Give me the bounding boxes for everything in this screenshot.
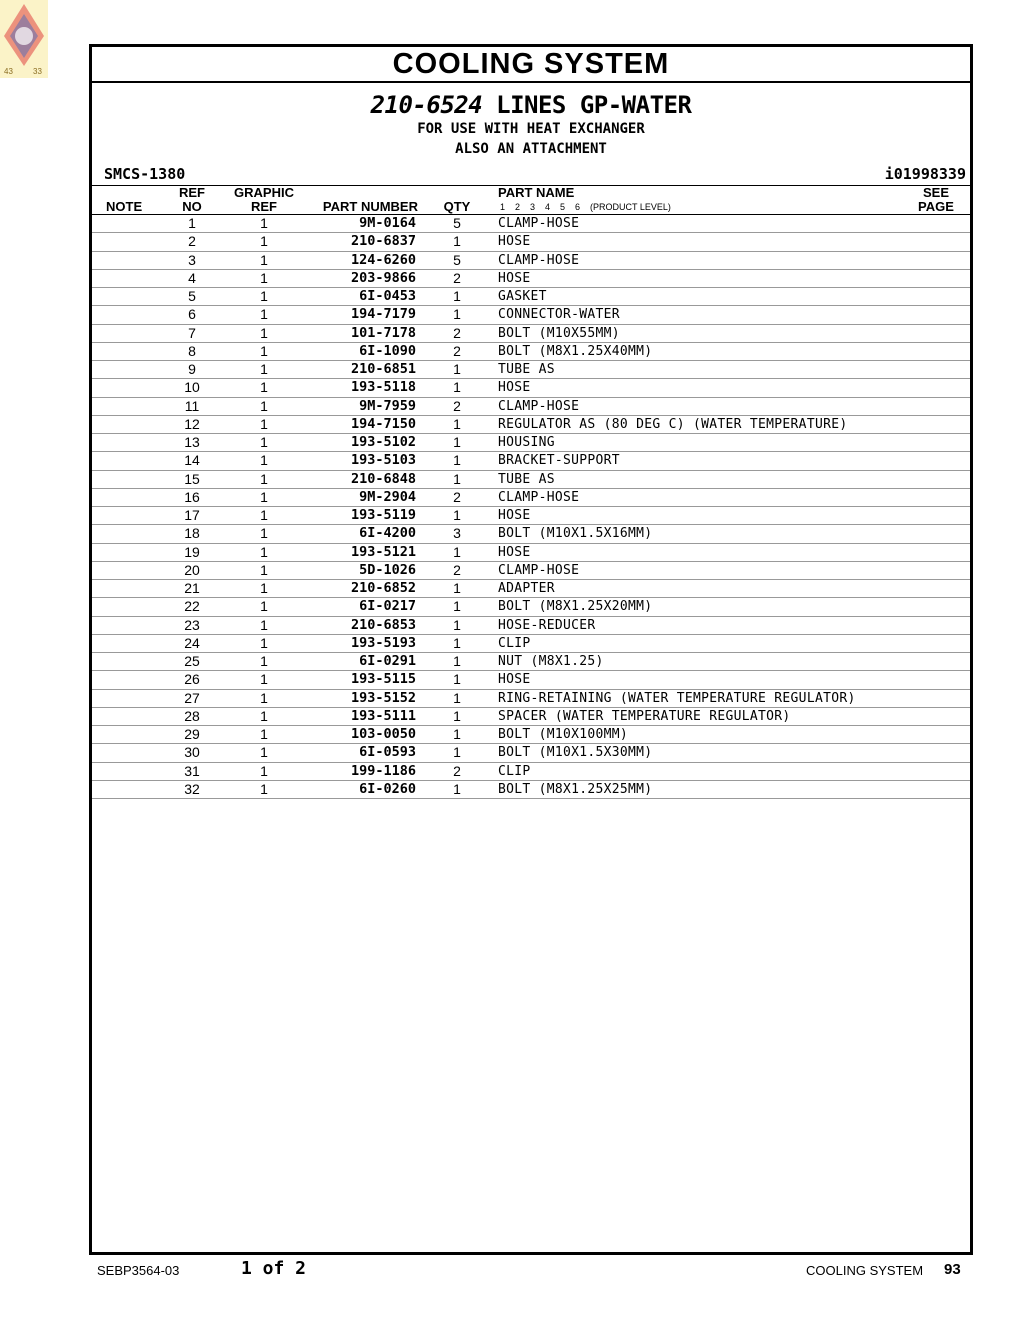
quantity: 5 <box>453 215 461 231</box>
quantity: 1 <box>453 689 461 706</box>
ref-no: 15 <box>184 470 200 487</box>
footer-page-of: 1 of 2 <box>241 1258 307 1279</box>
graphic-ref: 1 <box>260 762 268 779</box>
graphic-ref: 1 <box>260 251 268 268</box>
table-row <box>92 288 970 306</box>
ref-no: 29 <box>184 726 200 742</box>
parts-page-frame <box>89 44 973 1255</box>
ref-no: 8 <box>188 342 196 359</box>
part-name: CONNECTOR-WATER <box>498 307 620 323</box>
parts-table <box>92 215 970 799</box>
part-name: ADAPTER <box>498 581 555 596</box>
graphic-ref: 1 <box>260 379 268 396</box>
part-number: 9M-0164 <box>359 215 416 231</box>
ref-no: 14 <box>184 452 200 469</box>
table-row <box>92 617 970 635</box>
part-number: 9M-7959 <box>359 397 416 414</box>
ref-no: 16 <box>184 488 200 505</box>
graphic-ref: 1 <box>260 306 268 323</box>
part-number: 203-9866 <box>350 269 416 286</box>
graphic-ref: 1 <box>260 525 268 542</box>
part-name: BOLT (M10X1.5X16MM) <box>498 526 653 542</box>
graphic-ref: 1 <box>260 233 268 250</box>
ref-no: 24 <box>184 634 200 651</box>
part-name: RING-RETAINING (WATER TEMPERATURE REGULATOR) <box>498 690 856 706</box>
part-name: REGULATOR AS (80 DEG C) (WATER TEMPERATURE) <box>498 416 848 432</box>
table-row <box>92 671 970 689</box>
part-number: 210-6848 <box>350 470 416 487</box>
ref-no: 1 <box>188 215 196 231</box>
graphic-ref: 1 <box>260 324 268 341</box>
graphic-ref: 1 <box>260 488 268 505</box>
quantity: 1 <box>453 379 461 396</box>
quantity: 1 <box>453 707 461 724</box>
table-row <box>92 562 970 580</box>
quantity: 1 <box>453 452 461 469</box>
table-row <box>92 708 970 726</box>
table-row <box>92 489 970 507</box>
ref-no: 9 <box>188 361 196 377</box>
header-part-number: PART NUMBER <box>322 199 418 214</box>
ref-no: 25 <box>184 653 200 669</box>
header-ref-bottom: NO <box>182 199 202 214</box>
part-name: CLAMP-HOSE <box>498 489 580 505</box>
part-number: 193-5115 <box>350 671 416 688</box>
document-id: i01998339 <box>884 165 966 183</box>
header-product-level: 1 2 3 4 5 6 (PRODUCT LEVEL) <box>500 202 671 212</box>
table-row <box>92 379 970 397</box>
quantity: 1 <box>453 288 461 304</box>
part-number: 5D-1026 <box>359 561 416 578</box>
ref-no: 7 <box>188 324 196 341</box>
table-row <box>92 416 970 434</box>
header-graphic-top: GRAPHIC <box>234 185 294 200</box>
table-row <box>92 398 970 416</box>
part-number: 193-5152 <box>350 689 416 706</box>
part-name: CLIP <box>498 763 531 779</box>
table-row <box>92 434 970 452</box>
ref-no: 23 <box>184 616 200 633</box>
header-see-bottom: PAGE <box>918 199 954 214</box>
graphic-ref: 1 <box>260 434 268 450</box>
graphic-ref: 1 <box>260 342 268 359</box>
table-row <box>92 653 970 671</box>
graphic-ref: 1 <box>260 288 268 304</box>
graphic-ref: 1 <box>260 470 268 487</box>
ref-no: 11 <box>184 397 200 414</box>
graphic-ref: 1 <box>260 361 268 377</box>
table-row <box>92 325 970 343</box>
table-row <box>92 544 970 562</box>
ref-no: 10 <box>184 379 200 396</box>
table-row <box>92 215 970 233</box>
table-row <box>92 233 970 251</box>
quantity: 1 <box>453 580 461 596</box>
quantity: 2 <box>453 488 461 505</box>
part-name: TUBE AS <box>498 362 555 377</box>
part-name: BOLT (M10X1.5X30MM) <box>498 745 653 761</box>
ref-no: 22 <box>184 598 200 615</box>
ref-no: 17 <box>184 507 200 523</box>
table-row <box>92 580 970 598</box>
part-number: 194-7150 <box>350 415 416 432</box>
graphic-ref: 1 <box>260 269 268 286</box>
ref-no: 19 <box>184 543 200 560</box>
ref-no: 13 <box>184 434 200 450</box>
usage-note: FOR USE WITH HEAT EXCHANGER <box>417 121 645 137</box>
part-name: HOSE <box>498 508 531 523</box>
part-number: 6I-1090 <box>359 342 416 359</box>
table-row <box>92 635 970 653</box>
quantity: 1 <box>453 653 461 669</box>
header-qty: QTY <box>443 199 471 214</box>
part-name: TUBE AS <box>498 471 555 487</box>
quantity: 1 <box>453 744 461 761</box>
table-row <box>92 252 970 270</box>
graphic-ref: 1 <box>260 616 268 633</box>
header-note: NOTE <box>106 199 143 214</box>
graphic-ref: 1 <box>260 561 268 578</box>
quantity: 1 <box>453 780 461 797</box>
part-number: 124-6260 <box>350 251 416 268</box>
table-row <box>92 744 970 762</box>
table-row <box>92 471 970 489</box>
part-number: 6I-0291 <box>359 653 416 669</box>
part-number: 101-7178 <box>350 324 416 341</box>
page-footer <box>0 1258 1020 1282</box>
graphic-ref: 1 <box>260 215 268 231</box>
header-part-name: PART NAME <box>498 185 575 200</box>
graphic-ref: 1 <box>260 653 268 669</box>
quantity: 1 <box>453 361 461 377</box>
quantity: 1 <box>453 470 461 487</box>
part-number: 210-6853 <box>350 616 416 633</box>
part-name: CLAMP-HOSE <box>498 216 580 231</box>
part-number: 6I-0593 <box>359 744 416 761</box>
group-name: LINES GP-WATER <box>496 91 692 119</box>
header-graphic-bottom: REF <box>251 199 277 214</box>
brand-logo <box>0 0 48 78</box>
ref-no: 2 <box>188 233 196 250</box>
graphic-ref: 1 <box>260 397 268 414</box>
quantity: 2 <box>453 269 461 286</box>
table-row <box>92 525 970 543</box>
graphic-ref: 1 <box>260 744 268 761</box>
table-row <box>92 781 970 799</box>
part-number: 193-5121 <box>350 543 416 560</box>
part-name: CLIP <box>498 635 531 651</box>
quantity: 2 <box>453 762 461 779</box>
part-number: 6I-4200 <box>359 525 416 542</box>
quantity: 1 <box>453 415 461 432</box>
quantity: 2 <box>453 324 461 341</box>
ref-no: 3 <box>188 251 196 268</box>
table-row <box>92 343 970 361</box>
quantity: 1 <box>453 598 461 615</box>
smcs-code: SMCS-1380 <box>104 165 186 183</box>
footer-page-number: 93 <box>944 1261 961 1278</box>
graphic-ref: 1 <box>260 415 268 432</box>
part-number: 193-5103 <box>350 452 416 469</box>
quantity: 2 <box>453 342 461 359</box>
part-name: BOLT (M10X100MM) <box>498 727 629 742</box>
quantity: 3 <box>453 525 461 542</box>
table-header <box>92 185 970 215</box>
diamond-logo-icon <box>0 0 48 78</box>
footer-doc-number: SEBP3564-03 <box>97 1263 180 1278</box>
graphic-ref: 1 <box>260 507 268 523</box>
table-row <box>92 507 970 525</box>
ref-no: 21 <box>184 580 200 596</box>
code-row <box>92 165 970 185</box>
ref-no: 20 <box>184 561 200 578</box>
part-name: HOSE <box>498 234 531 250</box>
part-name: CLAMP-HOSE <box>498 398 580 414</box>
quantity: 5 <box>453 251 461 268</box>
attachment-note: ALSO AN ATTACHMENT <box>455 141 607 157</box>
part-name: BRACKET-SUPPORT <box>498 453 620 469</box>
part-number: 193-5193 <box>350 634 416 651</box>
header-see-top: SEE <box>922 185 949 200</box>
quantity: 1 <box>453 507 461 523</box>
header-ref-top: REF <box>179 185 205 200</box>
ref-no: 6 <box>188 306 196 323</box>
footer-section: COOLING SYSTEM <box>806 1263 924 1278</box>
part-name: HOSE <box>498 380 531 396</box>
part-number: 210-6837 <box>350 233 416 250</box>
graphic-ref: 1 <box>260 707 268 724</box>
part-number: 103-0050 <box>350 726 416 742</box>
logo-left-number: 43 <box>4 67 13 76</box>
group-title <box>92 91 970 119</box>
part-number: 193-5119 <box>350 507 416 523</box>
table-row <box>92 763 970 781</box>
quantity: 1 <box>453 434 461 450</box>
part-name: BOLT (M8X1.25X40MM) <box>498 343 653 359</box>
quantity: 1 <box>453 233 461 250</box>
graphic-ref: 1 <box>260 452 268 469</box>
ref-no: 4 <box>188 269 196 286</box>
part-number: 210-6852 <box>350 580 416 596</box>
part-name: HOSE <box>498 544 531 560</box>
quantity: 1 <box>453 543 461 560</box>
table-row <box>92 452 970 470</box>
part-name: BOLT (M10X55MM) <box>498 325 620 341</box>
graphic-ref: 1 <box>260 634 268 651</box>
table-row <box>92 690 970 708</box>
ref-no: 27 <box>184 689 200 706</box>
logo-right-number: 33 <box>33 67 42 76</box>
part-name: HOSE <box>498 672 531 688</box>
quantity: 1 <box>453 616 461 633</box>
graphic-ref: 1 <box>260 598 268 615</box>
part-number: 199-1186 <box>350 762 416 779</box>
quantity: 1 <box>453 306 461 323</box>
table-row <box>92 598 970 616</box>
part-number: 194-7179 <box>350 306 416 323</box>
ref-no: 5 <box>188 288 196 304</box>
part-number: 6I-0217 <box>359 598 416 615</box>
part-name: CLAMP-HOSE <box>498 252 580 268</box>
quantity: 2 <box>453 561 461 578</box>
part-name: NUT (M8X1.25) <box>498 654 604 669</box>
part-name: SPACER (WATER TEMPERATURE REGULATOR) <box>498 708 791 724</box>
quantity: 1 <box>453 634 461 651</box>
part-number: 6I-0260 <box>359 780 416 797</box>
part-name: HOSE <box>498 270 531 286</box>
group-number: 210-6524 <box>370 91 483 119</box>
part-name: HOUSING <box>498 435 555 450</box>
table-row <box>92 270 970 288</box>
section-title: COOLING SYSTEM <box>92 47 970 83</box>
ref-no: 30 <box>184 744 200 761</box>
part-name: HOSE-REDUCER <box>498 617 596 633</box>
table-row <box>92 361 970 379</box>
part-name: CLAMP-HOSE <box>498 562 580 578</box>
part-number: 193-5102 <box>350 434 416 450</box>
ref-no: 32 <box>184 780 200 797</box>
graphic-ref: 1 <box>260 726 268 742</box>
part-name: BOLT (M8X1.25X20MM) <box>498 599 653 615</box>
part-number: 193-5111 <box>350 707 416 724</box>
ref-no: 26 <box>184 671 200 688</box>
quantity: 1 <box>453 671 461 688</box>
ref-no: 28 <box>184 707 200 724</box>
graphic-ref: 1 <box>260 689 268 706</box>
part-name: GASKET <box>498 289 547 304</box>
ref-no: 12 <box>184 415 200 432</box>
graphic-ref: 1 <box>260 780 268 797</box>
quantity: 2 <box>453 397 461 414</box>
graphic-ref: 1 <box>260 671 268 688</box>
quantity: 1 <box>453 726 461 742</box>
part-number: 9M-2904 <box>359 488 416 505</box>
table-row <box>92 306 970 324</box>
graphic-ref: 1 <box>260 543 268 560</box>
part-number: 210-6851 <box>350 361 416 377</box>
part-name: BOLT (M8X1.25X25MM) <box>498 781 653 797</box>
ref-no: 18 <box>184 525 200 542</box>
table-row <box>92 726 970 744</box>
ref-no: 31 <box>184 762 200 779</box>
part-number: 193-5118 <box>350 379 416 396</box>
graphic-ref: 1 <box>260 580 268 596</box>
part-number: 6I-0453 <box>359 288 416 304</box>
